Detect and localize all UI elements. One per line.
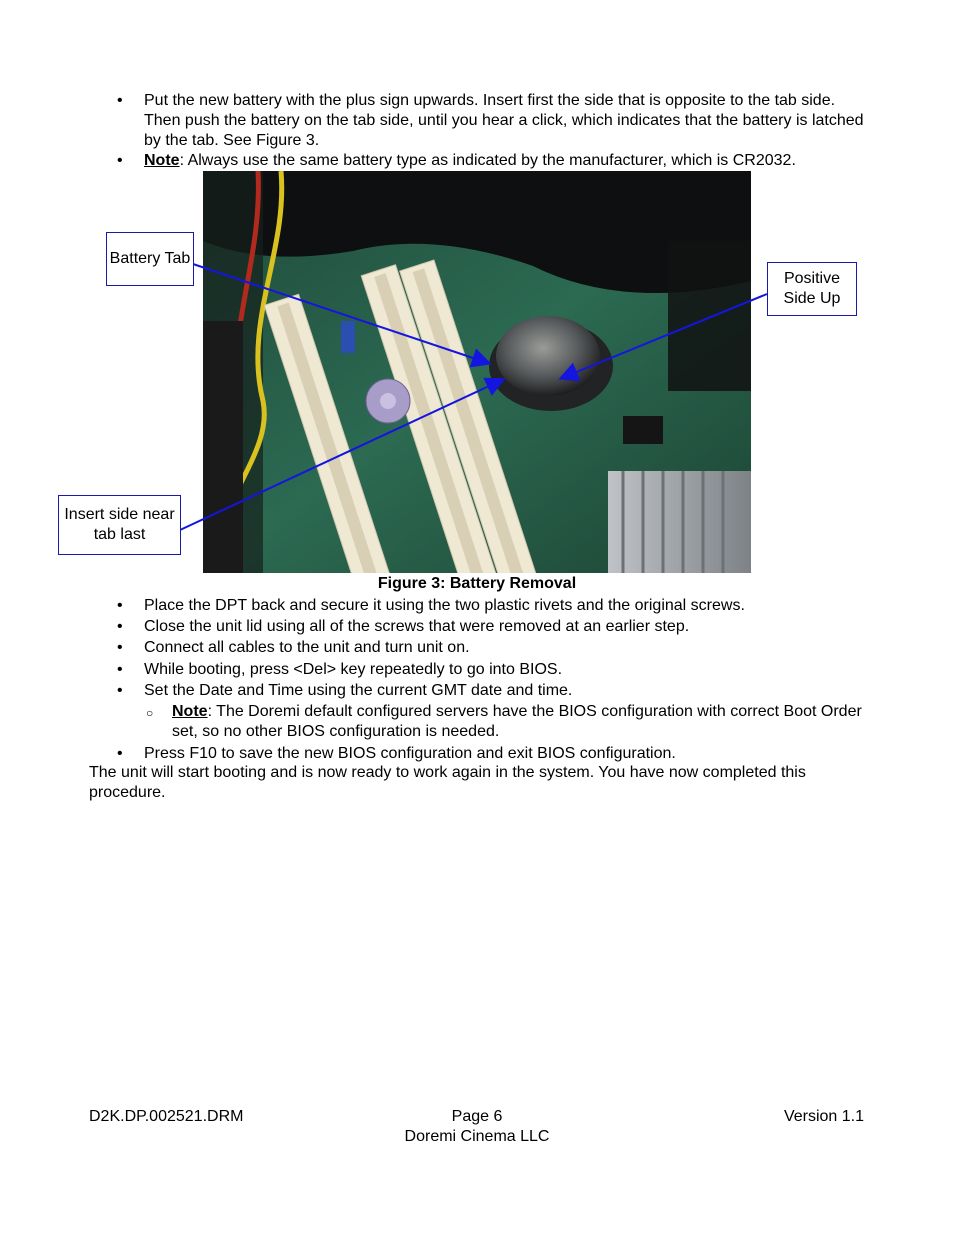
sub-bullet-mark: ○ [146, 706, 154, 720]
bullet-text: Press F10 to save the new BIOS configuration and exit BIOS configuration. [144, 745, 676, 762]
note-text: : The Doremi default configured servers have the BIOS configuration with correct Boot Order set, so no other BIOS configuration is needed. [172, 703, 862, 740]
closing-paragraph: The unit will start booting and is now ready to work again in the system. You have now completed this procedure. [89, 764, 806, 801]
bullet-text: While booting, press <Del> key repeatedly to go into BIOS. [144, 661, 563, 678]
callout-battery-tab: Battery Tab [106, 232, 194, 286]
footer-doc-id: D2K.DP.002521.DRM [89, 1108, 244, 1125]
battery-removal-photo [203, 171, 751, 573]
footer-version: Version 1.1 [783, 1108, 864, 1125]
bullet-mark: • [117, 661, 123, 678]
bullet-mark: • [117, 597, 123, 614]
bullet-mark: • [117, 745, 123, 762]
bullet-text: Connect all cables to the unit and turn unit on. [144, 639, 470, 656]
bullet-mark: • [117, 682, 123, 699]
bullet-text: Place the DPT back and secure it using the two plastic rivets and the original screws. [144, 597, 745, 614]
callout-positive-side-up: Positive Side Up [767, 262, 857, 316]
figure-caption: Figure 3: Battery Removal [377, 575, 577, 592]
bullet-mark: • [117, 152, 123, 169]
bullet-text: Close the unit lid using all of the screws that were removed at an earlier step. [144, 618, 690, 635]
bullet-mark: • [117, 639, 123, 656]
bullet-text-battery-insert: Put the new battery with the plus sign upwards. Insert first the side that is opposite to the tab side. Then push the battery on the tab side, until you hear a click, which indicates that the battery is latched by the tab. See Figure 3. [144, 92, 864, 149]
sub-bullet-note-bios [172, 702, 872, 742]
footer-page-number: Page 6 [451, 1108, 503, 1125]
note-label: Note [144, 152, 180, 169]
bullet-note-battery-type [144, 151, 864, 171]
bullet-mark: • [117, 618, 123, 635]
bullet-mark: • [117, 92, 123, 109]
note-text: : Always use the same battery type as indicated by the manufacturer, which is CR2032. [179, 152, 796, 169]
note-label: Note [172, 703, 208, 720]
bullet-text: Set the Date and Time using the current GMT date and time. [144, 682, 573, 699]
footer-company: Doremi Cinema LLC [404, 1128, 550, 1145]
callout-insert-side: Insert side near tab last [58, 495, 181, 555]
